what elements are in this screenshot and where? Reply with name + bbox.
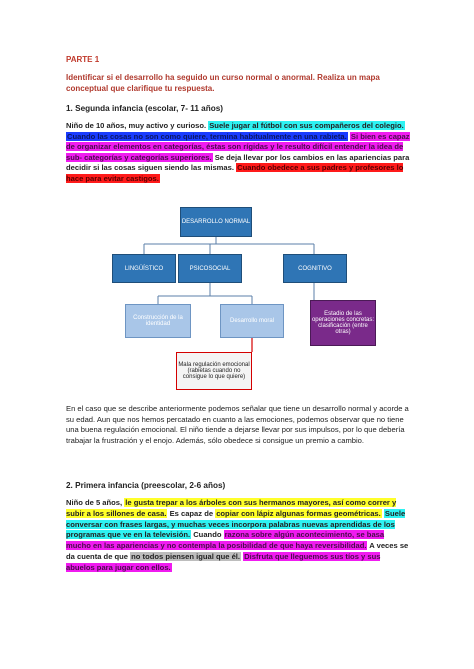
case-1-sentence-3: Cuando las cosas no son como quiere, termina habitualmente en una rabieta. xyxy=(67,131,347,141)
case-2-sentence-7: razona sobre algún acontecimiento, se basa mucho en las apariencias y no contempla la posibilidad de que haya reversibilidad. xyxy=(66,530,385,551)
section-1-title: 1. Segunda infancia (escolar, 7- 11 años) xyxy=(66,104,223,113)
case-2-sentence-4: copiar con lápiz algunas formas geométricas. xyxy=(216,508,381,518)
case-2-sentence-2: le gusta trepar a los árboles con sus hermanos mayores, así como correr y subir a los sillones de casa. xyxy=(66,498,397,518)
case-2-sentence-3: Es capaz de xyxy=(169,508,214,518)
diagram-node-linguistico: LINGÜÍSTICO xyxy=(112,254,176,283)
case-2-sentence-8: A veces se da cuenta de que xyxy=(66,541,409,561)
case-1-sentence-4: Si bien es capaz de organizar elementos en categorías, éstas son rígidas y le resulto difícil entender la idea de sub- categorías y categorías superiores. xyxy=(66,131,410,162)
case-1-sentence-2: Suele jugar al fútbol con sus compañeros del colegio. xyxy=(209,121,404,130)
diagram-node-emocional: Mala regulación emocional (rabietas cuando no consigue lo que quiere) xyxy=(176,352,252,390)
case-2-sentence-5: Suele conversar con frases largas, y muchas veces incorpora palabras nuevas aprendidas de los programas que ve en la televisión. xyxy=(66,508,406,540)
case-2-sentence-10: Disfruta que lleguemos sus tíos y sus abuelos para jugar con ellos. xyxy=(66,551,381,572)
case-2-sentence-1: Niño de 5 años, xyxy=(66,498,123,507)
diagram-node-identidad: Construcción de la identidad xyxy=(125,304,191,338)
case-1-sentence-6: Cuando obedece a sus padres y profesores lo hace para evitar castigos. xyxy=(66,163,404,183)
diagram-node-psicosocial: PSICOSOCIAL xyxy=(178,254,242,283)
case-1-sentence-1: Niño de 10 años, muy activo y curioso. xyxy=(66,121,207,130)
diagram-root-node: DESARROLLO NORMAL xyxy=(180,207,252,237)
diagram-node-estadio: Estadio de las operaciones concretas: clasificación (entre otras) xyxy=(310,300,376,346)
diagram-node-moral: Desarrollo moral xyxy=(220,304,284,338)
section-2-title: 2. Primera infancia (preescolar, 2-6 años) xyxy=(66,481,226,490)
task-instructions: Identificar si el desarrollo ha seguido un curso normal o anormal. Realiza un mapa conceptual que clarifique tu respuesta. xyxy=(66,73,380,93)
case-1-conclusion: En el caso que se describe anteriormente podemos señalar que tiene un desarrollo normal y acorde a su edad. Aun que nos hemos percatado en cuanto a las emociones, podemos observar que no tiene una buena regulación emocional. El niño tiende a dejarse llevar por sus impulsos, por lo que debería trabajar la frustración y el enojo. Además, sólo obedece si consigue un premio a cambio. xyxy=(66,404,409,445)
case-2-sentence-9: no todos piensen igual que él. xyxy=(131,551,241,561)
case-2-sentence-6: Cuando xyxy=(193,530,222,540)
part-heading: PARTE 1 xyxy=(66,55,100,64)
case-1-sentence-5: Se deja llevar por los cambios en las apariencias para decidir si las cosas siguen siendo las mismas. xyxy=(66,152,410,173)
case-2-paragraph xyxy=(66,498,411,574)
diagram-node-cognitivo: COGNITIVO xyxy=(283,254,347,283)
